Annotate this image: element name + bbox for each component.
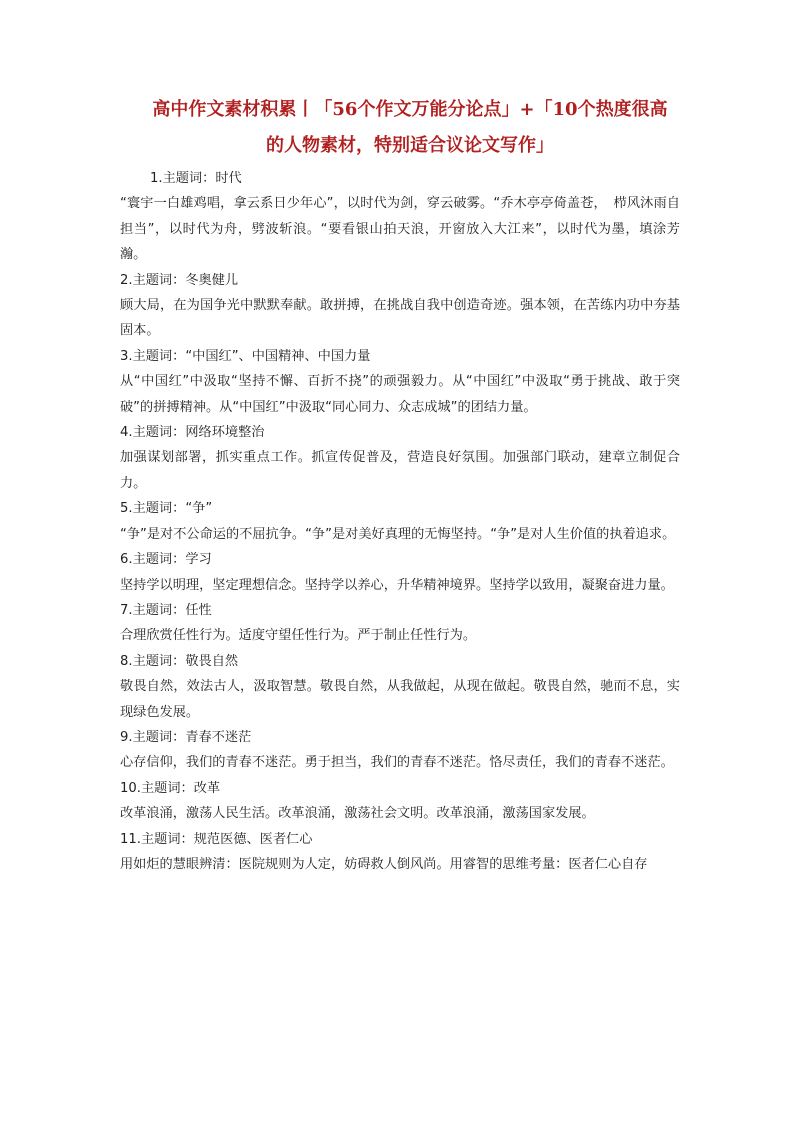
- section-heading-2: 2.主题词：冬奥健儿: [120, 272, 239, 288]
- document-title: [130, 92, 690, 164]
- section-body-11: 用如炬的慧眼辨清：医院规则为人定，妨碍救人倒风尚。用睿智的思维考量：医者仁心自存: [120, 856, 648, 872]
- section-heading-1: 1.主题词：时代: [150, 171, 242, 186]
- section-heading-10: 10.主题词：改革: [120, 780, 221, 796]
- section-heading-9: 9.主题词：青春不迷茫: [120, 729, 252, 745]
- section-heading-11: 11.主题词：规范医德、医者仁心: [120, 831, 313, 847]
- section-body-8: 敬畏自然，效法古人，汲取智慧。敬畏自然，从我做起，从现在做起。敬畏自然，驰而不息，实现绿色发展。: [120, 679, 680, 720]
- section-body-5: “争”是对不公命运的不屈抗争。“争”是对美好真理的无悔坚持。“争”是对人生价值的执着追求。: [120, 526, 676, 542]
- section-body-2: 顾大局，在为国争光中默默奉献。敢拼搏，在挑战自我中创造奇迹。强本领，在苦练内功中夯基固本。: [120, 298, 680, 339]
- section-heading-8: 8.主题词：敬畏自然: [120, 653, 239, 669]
- section-body-1: “寰宇一白雄鸡唱，拿云系日少年心”，以时代为剑，穿云破雾。“乔木亭亭倚盖苍， 栉风沐雨自担当”，以时代为舟，劈波斩浪。“要看银山拍天浪，开窗放入大江来”，以时代为墨，填涂芳瀚。: [120, 196, 680, 263]
- section-body-10: 改革浪涌，激荡人民生活。改革浪涌，激荡社会文明。改革浪涌，激荡国家发展。: [120, 806, 595, 822]
- title-line-2: 的人物素材，特别适合议论文写作」: [266, 135, 554, 156]
- section-heading-3: 3.主题词：“中国红”、中国精神、中国力量: [120, 348, 371, 364]
- section-heading-7: 7.主题词：任性: [120, 602, 212, 618]
- section-body-4: 加强谋划部署，抓实重点工作。抓宣传促普及，营造良好氛围。加强部门联动，建章立制促合力。: [120, 450, 680, 491]
- section-body-9: 心存信仰，我们的青春不迷茫。勇于担当，我们的青春不迷茫。恪尽责任，我们的青春不迷茫。: [120, 755, 674, 771]
- section-body-6: 坚持学以明理，坚定理想信念。坚持学以养心，升华精神境界。坚持学以致用，凝聚奋进力量。: [120, 577, 674, 593]
- section-heading-6: 6.主题词：学习: [120, 552, 212, 568]
- section-body-7: 合理欣赏任性行为。适度守望任性行为。严于制止任性行为。: [120, 628, 477, 644]
- section-heading-5: 5.主题词：“争”: [120, 501, 213, 517]
- document-body: [120, 166, 680, 877]
- title-line-1: 高中作文素材积累丨「56个作文万能分论点」+「10个热度很高: [152, 99, 668, 120]
- section-heading-4: 4.主题词：网络环境整治: [120, 425, 265, 441]
- section-body-3: 从“中国红”中汲取“坚持不懈、百折不挠”的顽强毅力。从“中国红”中汲取“勇于挑战、敢于突破”的拼搏精神。从“中国红”中汲取“同心同力、众志成城”的团结力量。: [120, 374, 680, 415]
